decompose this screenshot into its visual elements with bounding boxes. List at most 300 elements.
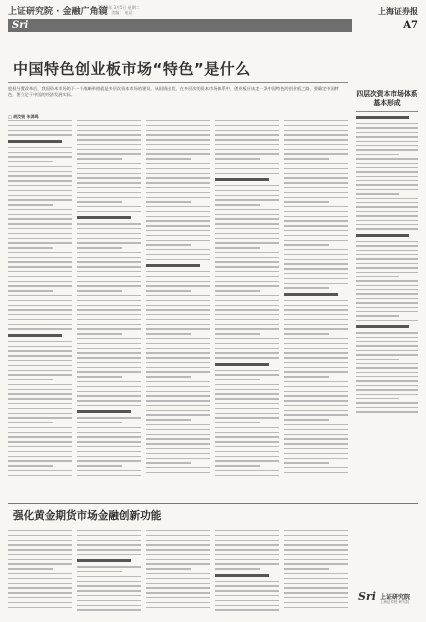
text-line	[8, 218, 72, 219]
text-line	[146, 192, 210, 193]
text-line	[356, 354, 418, 355]
text-line	[8, 365, 72, 366]
text-line	[77, 436, 141, 437]
text-line	[356, 158, 418, 159]
text-line	[356, 389, 418, 390]
text-line	[284, 371, 348, 372]
text-line	[215, 352, 279, 353]
text-line	[8, 130, 72, 131]
text-line	[77, 470, 141, 471]
text-line	[356, 341, 418, 342]
text-line	[284, 597, 348, 598]
text-line	[284, 367, 348, 368]
page-header	[8, 4, 418, 42]
text-line	[215, 398, 279, 399]
text-line	[215, 153, 279, 154]
subheading-block	[215, 574, 269, 577]
text-line	[284, 211, 348, 212]
text-line	[146, 419, 191, 420]
text-line	[356, 154, 399, 155]
text-line	[215, 252, 279, 253]
text-line	[146, 549, 210, 550]
text-line	[284, 592, 348, 593]
text-line	[215, 563, 279, 564]
text-line	[284, 429, 348, 430]
text-line	[77, 595, 141, 596]
text-line	[8, 147, 72, 148]
text-line	[8, 300, 72, 301]
text-line	[284, 424, 348, 425]
text-line	[146, 300, 210, 301]
text-line	[77, 465, 122, 466]
text-line	[215, 168, 279, 169]
text-line	[215, 149, 279, 150]
text-line	[77, 168, 141, 169]
text-line	[215, 261, 279, 262]
text-line	[8, 125, 72, 126]
text-line	[284, 386, 348, 387]
text-line	[77, 324, 141, 325]
text-line	[356, 132, 418, 133]
text-line	[146, 153, 210, 154]
text-line	[146, 249, 210, 250]
text-line	[146, 597, 210, 598]
text-line	[356, 258, 418, 259]
text-line	[146, 319, 210, 320]
text-line	[146, 328, 210, 329]
text-line	[215, 328, 279, 329]
subheading-block	[356, 116, 409, 119]
text-line	[8, 451, 72, 452]
text-line	[8, 252, 72, 253]
text-line	[356, 167, 418, 168]
text-line	[284, 283, 348, 284]
text-line	[77, 581, 141, 582]
text-line	[146, 173, 210, 174]
article-body	[8, 120, 348, 490]
text-line	[284, 216, 348, 217]
text-line	[356, 267, 418, 268]
header-editors: 编辑： 美编： 电话：	[98, 10, 137, 15]
text-line	[146, 254, 210, 255]
text-line	[77, 566, 141, 567]
sidebar-title: 四层次资本市场体系基本形成	[356, 90, 418, 107]
text-line	[8, 441, 72, 442]
text-line	[146, 602, 210, 603]
text-line	[356, 245, 418, 246]
text-line	[8, 456, 72, 457]
text-line	[284, 278, 348, 279]
text-line	[215, 158, 260, 159]
text-line	[215, 441, 279, 442]
text-line	[215, 446, 279, 447]
text-line	[8, 314, 72, 315]
text-line	[215, 199, 279, 200]
text-line	[8, 324, 72, 325]
text-line	[8, 587, 72, 588]
text-line	[284, 201, 329, 202]
text-line	[146, 530, 210, 531]
text-line	[284, 362, 348, 363]
text-line	[356, 302, 418, 303]
body-column	[284, 530, 348, 615]
text-line	[8, 544, 72, 545]
text-line	[284, 134, 348, 135]
text-line	[8, 180, 72, 181]
text-line	[146, 177, 210, 178]
text-line	[8, 285, 72, 286]
text-line	[146, 230, 210, 231]
text-line	[215, 242, 279, 243]
body-column	[8, 120, 72, 490]
text-line	[77, 290, 122, 291]
body-column	[284, 120, 348, 490]
text-line	[146, 244, 191, 245]
body-column	[215, 530, 279, 615]
text-line	[284, 602, 348, 603]
text-line	[77, 285, 141, 286]
logo-name: 上证研究院	[380, 594, 411, 601]
text-line	[215, 370, 279, 371]
text-line	[146, 424, 210, 425]
text-line	[77, 125, 141, 126]
text-line	[284, 357, 348, 358]
text-line	[77, 609, 141, 610]
text-line	[77, 257, 141, 258]
text-line	[146, 405, 210, 406]
text-line	[284, 400, 348, 401]
text-line	[356, 280, 418, 281]
text-line	[77, 441, 141, 442]
text-line	[77, 422, 122, 423]
text-line	[284, 259, 348, 260]
text-line	[356, 363, 418, 364]
text-line	[77, 352, 141, 353]
text-line	[8, 360, 72, 361]
text-line	[284, 287, 329, 288]
text-line	[8, 257, 72, 258]
text-line	[146, 391, 210, 392]
text-line	[284, 328, 348, 329]
text-line	[356, 184, 418, 185]
text-line	[356, 345, 418, 346]
text-line	[284, 554, 348, 555]
text-line	[8, 540, 72, 541]
text-line	[215, 185, 279, 186]
text-line	[356, 402, 418, 403]
text-line	[77, 585, 141, 586]
subheading-block	[356, 234, 409, 237]
text-line	[146, 438, 210, 439]
text-line	[215, 233, 279, 234]
text-line	[146, 568, 191, 569]
text-line	[215, 223, 279, 224]
text-line	[284, 244, 329, 245]
text-line	[146, 271, 210, 272]
text-line	[215, 465, 260, 466]
text-line	[146, 448, 210, 449]
text-line	[284, 177, 348, 178]
text-line	[77, 314, 141, 315]
text-line	[77, 187, 141, 188]
text-line	[356, 385, 418, 386]
text-line	[146, 343, 210, 344]
text-line	[284, 438, 348, 439]
text-line	[356, 228, 418, 229]
article2-headline: 强化黄金期货市场金融创新功能	[13, 510, 162, 522]
text-line	[284, 348, 348, 349]
text-line	[146, 395, 210, 396]
body-column	[146, 530, 210, 615]
text-line	[215, 324, 279, 325]
text-line	[77, 432, 141, 433]
text-line	[356, 398, 399, 399]
text-line	[146, 240, 210, 241]
text-line	[8, 152, 72, 153]
text-line	[146, 206, 210, 207]
text-line	[146, 201, 191, 202]
text-line	[284, 125, 348, 126]
text-line	[77, 427, 141, 428]
text-line	[8, 417, 72, 418]
text-line	[8, 398, 72, 399]
text-line	[77, 276, 141, 277]
text-line	[215, 247, 260, 248]
text-line	[284, 443, 348, 444]
text-line	[215, 357, 279, 358]
text-line	[356, 311, 418, 312]
text-line	[215, 456, 279, 457]
text-line	[215, 333, 260, 334]
text-line	[8, 465, 53, 466]
text-line	[77, 376, 122, 377]
text-line	[356, 411, 418, 412]
text-line	[146, 348, 210, 349]
page-number: A7	[403, 20, 418, 31]
sidebar-body	[356, 116, 418, 413]
text-line	[146, 573, 210, 574]
text-line	[77, 381, 141, 382]
text-line	[284, 206, 348, 207]
text-line	[284, 414, 348, 415]
article-lead: 股权分置改革后，我国资本市场的下一个战略举措就是多层次资本市场的建设。从国情出发，在多层次的资本市场体系中，创业板应该走一条中国特色的创业板之路，要确定中国特色，要立足于中国的经济发展实际。	[8, 86, 339, 98]
text-line	[77, 134, 141, 135]
body-column	[8, 530, 72, 615]
text-line	[284, 472, 348, 473]
subheading-block	[77, 216, 131, 219]
text-line	[77, 149, 141, 150]
text-line	[146, 187, 210, 188]
text-line	[284, 187, 348, 188]
text-line	[77, 535, 141, 536]
text-line	[8, 384, 72, 385]
text-line	[215, 530, 279, 531]
text-line	[8, 295, 72, 296]
text-line	[215, 290, 260, 291]
text-line	[8, 261, 72, 262]
text-line	[356, 272, 418, 273]
text-line	[146, 281, 210, 282]
text-line	[356, 180, 418, 181]
text-line	[284, 448, 348, 449]
text-line	[356, 254, 418, 255]
text-line	[356, 289, 418, 290]
text-line	[146, 592, 210, 593]
text-line	[284, 149, 348, 150]
text-line	[146, 305, 210, 306]
sri-logo	[358, 590, 416, 612]
text-line	[8, 228, 72, 229]
text-line	[8, 393, 72, 394]
text-line	[77, 197, 141, 198]
text-line	[8, 199, 72, 200]
text-line	[356, 307, 418, 308]
text-line	[77, 233, 141, 234]
text-line	[215, 190, 279, 191]
text-line	[8, 370, 72, 371]
text-line	[8, 309, 72, 310]
text-line	[284, 587, 348, 588]
text-line	[356, 367, 418, 368]
text-line	[356, 350, 418, 351]
text-line	[284, 338, 348, 339]
text-line	[215, 422, 260, 423]
text-line	[356, 189, 418, 190]
text-line	[215, 134, 279, 135]
text-line	[284, 192, 348, 193]
text-line	[77, 309, 141, 310]
text-line	[8, 597, 72, 598]
text-line	[8, 535, 72, 536]
text-line	[8, 460, 72, 461]
subheading-block	[146, 264, 200, 267]
text-line	[8, 185, 72, 186]
text-line	[8, 403, 72, 404]
text-line	[215, 389, 279, 390]
text-line	[215, 408, 279, 409]
text-line	[77, 281, 141, 282]
text-line	[8, 607, 72, 608]
text-line	[284, 405, 348, 406]
text-line	[284, 263, 348, 264]
subheading-block	[8, 334, 62, 337]
text-line	[77, 300, 141, 301]
text-line	[356, 241, 418, 242]
text-line	[284, 230, 348, 231]
text-line	[8, 573, 72, 574]
text-line	[8, 166, 72, 167]
text-line	[146, 259, 210, 260]
text-line	[77, 252, 141, 253]
text-line	[284, 544, 348, 545]
text-line	[284, 578, 348, 579]
text-line	[356, 176, 418, 177]
text-line	[284, 314, 348, 315]
text-line	[77, 144, 141, 145]
text-line	[215, 228, 279, 229]
text-line	[284, 343, 348, 344]
text-line	[215, 605, 279, 606]
text-line	[284, 549, 348, 550]
text-line	[146, 362, 210, 363]
text-line	[8, 161, 53, 162]
text-line	[356, 211, 418, 212]
text-line	[215, 281, 279, 282]
text-line	[215, 214, 279, 215]
text-line	[215, 595, 279, 596]
text-line	[146, 225, 210, 226]
text-line	[146, 220, 210, 221]
text-line	[8, 432, 72, 433]
text-line	[215, 276, 279, 277]
text-line	[146, 386, 210, 387]
text-line	[146, 290, 191, 291]
text-line	[77, 228, 141, 229]
text-line	[8, 242, 72, 243]
text-line	[215, 295, 279, 296]
text-line	[284, 410, 348, 411]
text-line	[215, 305, 279, 306]
text-line	[8, 475, 72, 476]
text-line	[77, 460, 141, 461]
article2-body	[8, 530, 348, 615]
text-line	[284, 324, 348, 325]
text-line	[215, 544, 279, 545]
text-line	[284, 583, 348, 584]
text-line	[8, 413, 72, 414]
text-line	[8, 266, 72, 267]
text-line	[284, 273, 348, 274]
text-line	[215, 609, 279, 610]
text-line	[8, 346, 72, 347]
headline-divider	[8, 82, 348, 83]
text-line	[8, 549, 72, 550]
text-line	[146, 352, 210, 353]
text-line	[146, 400, 210, 401]
text-line	[77, 362, 141, 363]
text-line	[356, 215, 418, 216]
text-line	[215, 309, 279, 310]
text-line	[215, 163, 279, 164]
text-line	[215, 204, 260, 205]
text-line	[356, 141, 418, 142]
text-line	[215, 451, 279, 452]
text-line	[146, 472, 210, 473]
text-line	[77, 242, 141, 243]
text-line	[215, 585, 279, 586]
text-line	[8, 602, 72, 603]
text-line	[284, 568, 329, 569]
subheading-block	[215, 178, 269, 181]
text-line	[284, 158, 329, 159]
text-line	[8, 446, 72, 447]
text-line	[8, 583, 72, 584]
text-line	[8, 427, 72, 428]
subheading-block	[77, 410, 131, 413]
text-line	[215, 417, 279, 418]
text-line	[284, 563, 348, 564]
text-line	[8, 233, 72, 234]
subheading-block	[284, 293, 338, 296]
body-column	[77, 530, 141, 615]
text-line	[8, 436, 72, 437]
text-line	[77, 192, 141, 193]
text-line	[77, 576, 141, 577]
text-line	[356, 202, 418, 203]
text-line	[284, 120, 348, 121]
text-line	[356, 224, 418, 225]
text-line	[146, 607, 210, 608]
